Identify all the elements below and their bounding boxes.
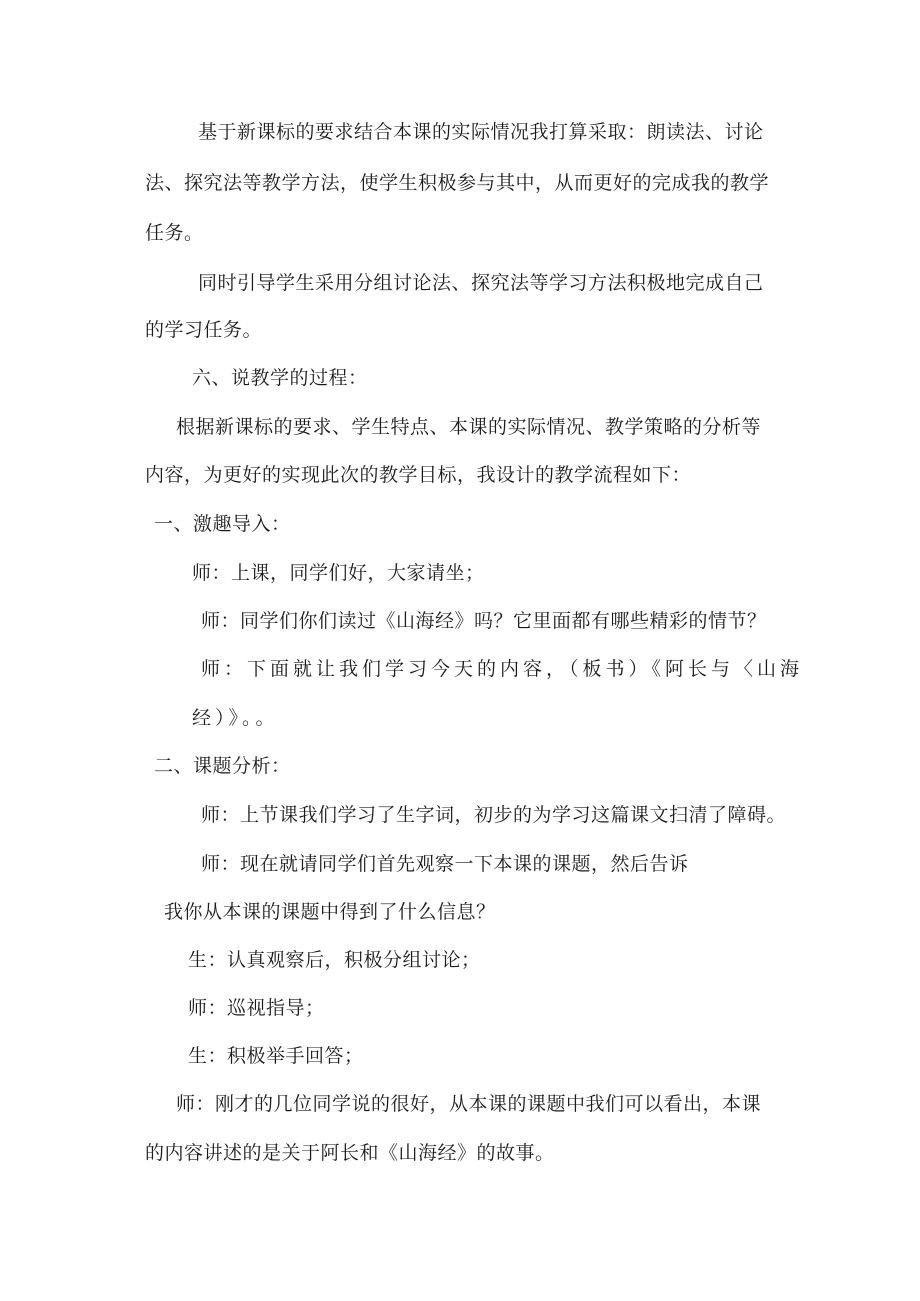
paragraph-line: 根据新课标的要求、学生特点、本课的实际情况、教学策略的分析等: [176, 416, 762, 438]
dialogue-line: 师：上节课我们学习了生字词，初步的为学习这篇课文扫清了障碍。: [201, 804, 787, 826]
dialogue-line: 师：巡视指导；: [188, 997, 325, 1019]
section-heading: 一、激趣导入：: [154, 513, 291, 535]
paragraph-line: 的学习任务。: [145, 319, 263, 341]
paragraph-line: 任务。: [145, 222, 204, 244]
paragraph-line: 同时引导学生采用分组讨论法、探究法等学习方法积极地完成自己: [198, 272, 764, 294]
dialogue-line: 师：同学们你们读过《山海经》吗？它里面都有哪些精彩的情节？: [201, 610, 767, 632]
dialogue-line: 师：现在就请同学们首先观察一下本课的课题，然后告诉: [201, 853, 689, 875]
dialogue-line: 经）》。。: [192, 707, 279, 729]
paragraph-line: 基于新课标的要求结合本课的实际情况我打算采取：朗读法、讨论: [198, 121, 764, 143]
dialogue-line: 师：下面就让我们学习今天的内容，（板书）《阿长与〈山海: [201, 658, 804, 680]
paragraph-line: 内容，为更好的实现此次的教学目标，我设计的教学流程如下：: [145, 464, 692, 486]
paragraph-line: 师：刚才的几位同学说的很好，从本课的课题中我们可以看出，本课: [176, 1093, 762, 1115]
dialogue-line: 师：上课，同学们好，大家请坐；: [192, 562, 485, 584]
section-heading: 六、说教学的过程：: [192, 367, 368, 389]
dialogue-line: 生：积极举手回答；: [188, 1045, 364, 1067]
paragraph-line: 的内容讲述的是关于阿长和《山海经》的故事。: [145, 1142, 555, 1164]
dialogue-line: 生：认真观察后，积极分组讨论；: [188, 949, 481, 971]
paragraph-line: 法、探究法等教学方法，使学生积极参与其中，从而更好的完成我的教学: [145, 172, 770, 194]
dialogue-line: 我你从本课的课题中得到了什么信息？: [164, 901, 496, 923]
section-heading: 二、课题分析：: [154, 755, 291, 777]
